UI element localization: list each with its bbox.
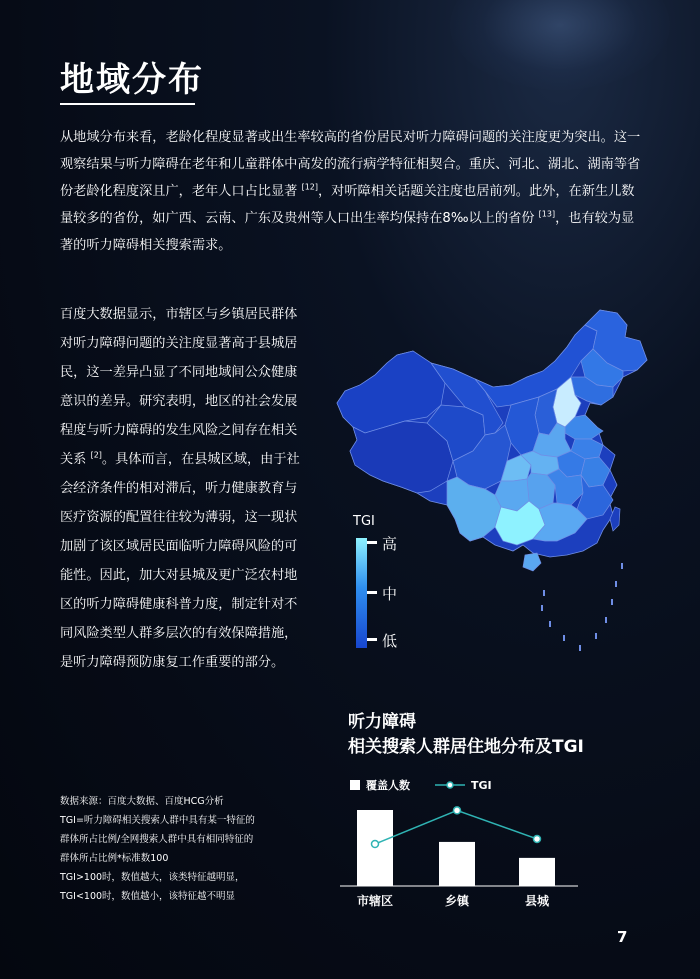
- paragraph-text: 百度大数据显示，市辖区与乡镇居民群体对听力障碍问题的关注度显著高于县城居民，这一差异凸显了不同地域间公众健康意识的差异。研究表明，地区的社会发展程度与听力障碍的发生风险之间存在相关关系: [60, 307, 298, 467]
- legend-bar-swatch: [350, 780, 360, 790]
- legend-line-marker: [447, 782, 453, 788]
- legend-tick-mid: [367, 591, 377, 594]
- tgi-point-2: [534, 835, 541, 842]
- legend-tick-high: [367, 541, 377, 544]
- chart-title-line1: 听力障碍: [348, 712, 416, 732]
- chart-title: [348, 710, 584, 760]
- x-tick-label-0: 市辖区: [356, 894, 394, 908]
- background-glow: [450, 0, 670, 90]
- tgi-chart: [340, 772, 590, 912]
- source-line: TGI<100时，数值越小，该特征越不明显: [60, 891, 236, 902]
- chart-title-line2: 相关搜索人群居住地分布及TGI: [348, 737, 584, 757]
- map-legend-gradient: [356, 538, 367, 648]
- legend-label-high: 高: [382, 535, 398, 553]
- legend-label-mid: 中: [382, 585, 398, 603]
- map-legend-title: TGI: [353, 514, 375, 529]
- title-underline: [60, 103, 195, 105]
- source-line: 数据来源：百度大数据、百度HCG分析: [60, 796, 224, 807]
- bar-1: [439, 842, 475, 886]
- side-paragraph: [60, 300, 305, 677]
- citation-ref: [12]: [301, 182, 318, 192]
- source-line: 群体所占比例*标准数100: [60, 853, 169, 864]
- legend-bar-label: 覆盖人数: [366, 779, 410, 792]
- source-line: TGI=听力障碍相关搜索人群中具有某一特征的: [60, 815, 255, 826]
- source-line: 群体所占比例/全网搜索人群中具有相同特征的: [60, 834, 254, 845]
- legend-line-label: TGI: [471, 779, 492, 792]
- paragraph-text: 。具体而言，在县城区域，由于社会经济条件的相对滞后，听力健康教育与医疗资源的配置往往较为薄弱，这一现状加剧了该区域居民面临听力障碍风险的可能性。因此，加大对县城及更广泛农村地区的听力障碍健康科普力度，制定针对不同风险类型人群多层次的有效保障措施，是听力障碍预防康复工作重要的部分。: [60, 452, 300, 670]
- south-sea-islands: [541, 563, 623, 651]
- chart-legend: [350, 778, 492, 792]
- x-tick-label-2: 县城: [524, 894, 550, 908]
- tgi-point-1: [454, 807, 461, 814]
- legend-label-low: 低: [382, 632, 398, 650]
- legend-tick-low: [367, 638, 377, 641]
- page-title: 地域分布: [60, 60, 204, 100]
- bar-2: [519, 858, 555, 886]
- tgi-point-0: [372, 841, 379, 848]
- region-hainan: [523, 553, 541, 571]
- citation-ref: [2]: [90, 450, 102, 460]
- data-source-note: [60, 792, 330, 906]
- x-tick-label-1: 乡镇: [444, 894, 470, 908]
- citation-ref: [13]: [538, 209, 556, 219]
- paragraph-text: ，也有较为显著的听力障碍相关搜索需求。: [60, 211, 635, 253]
- paragraph-text: 从地域分布来看，老龄化程度显著或出生率较高的省份居民对听力障碍问题的关注度更为突出。这一观察结果与听力障碍在老年和儿童群体中高发的流行病学特征相契合。重庆、河北、湖北、湖南等省份老龄化程度深且广，老年人口占比显著: [60, 130, 641, 199]
- china-tgi-map: [335, 305, 655, 675]
- source-line: TGI>100时，数值越大，该类特征越明显，: [60, 872, 245, 883]
- page-number: 7: [617, 928, 628, 946]
- paragraph-text: ，对听障相关话题关注度也居前列。此外，在新生儿数量较多的省份，如广西、云南、广东及贵州等人口出生率均保持在8‰以上的省份: [60, 184, 635, 226]
- intro-paragraph: [60, 124, 645, 259]
- tgi-line: [375, 810, 537, 844]
